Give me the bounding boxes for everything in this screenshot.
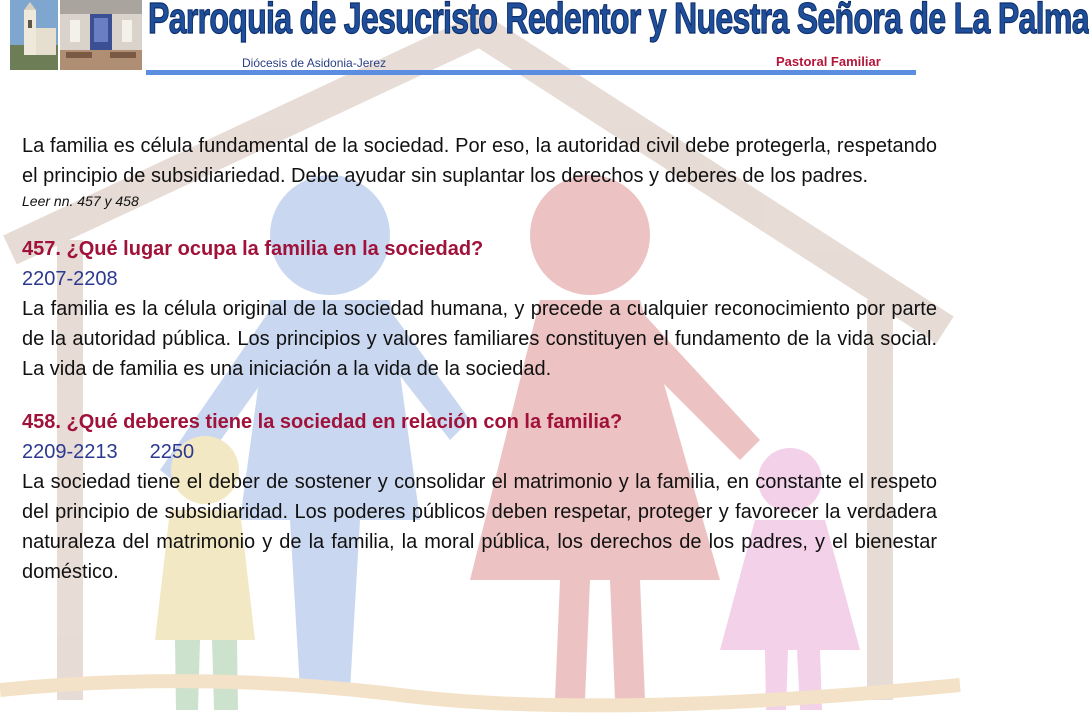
parish-title: Parroquia de Jesucristo Redentor y Nuestra Señora de La Palma xyxy=(148,0,1089,43)
answer-457: La familia es la célula original de la sociedad humana, y precede a cualquier reconocimiento por parte de la autoridad pública. Los principios y valores familiares constituyen el fundamento de la vida social. La vida de familia es una iniciación a la vida de la sociedad. xyxy=(22,298,937,380)
question-text: ¿Qué lugar ocupa la familia en la sociedad? xyxy=(66,238,484,260)
page-header xyxy=(0,0,1089,80)
reference-note: Leer nn. 457 y 458 xyxy=(22,193,139,209)
catechism-codes-458 xyxy=(22,437,937,467)
code-ref: 2209-2213 xyxy=(22,441,118,463)
church-exterior-photo xyxy=(10,0,58,70)
header-rule xyxy=(146,70,916,75)
code-ref: 2207-2208 xyxy=(22,268,118,290)
catechism-codes-457 xyxy=(22,264,937,294)
answer-458: La sociedad tiene el deber de sostener y consolidar el matrimonio y la familia, en constante el respeto del principio de subsidiaridad. Los poderes públicos deben respetar, proteger y favorecer la verdadera naturaleza del matrimonio y de la familia, la moral pública, los derechos de los padres, y el bienestar doméstico. xyxy=(22,471,937,583)
question-457 xyxy=(22,234,937,264)
intro-paragraph: La familia es célula fundamental de la sociedad. Por eso, la autoridad civil debe protegerla, respetando el principio de subsidiariedad. Debe ayudar sin suplantar los derechos y deberes de los padres. xyxy=(22,135,937,187)
question-number: 457. xyxy=(22,238,61,260)
diocese-label: Diócesis de Asidonia-Jerez xyxy=(242,56,387,70)
church-interior-photo xyxy=(60,0,142,70)
question-number: 458. xyxy=(22,411,61,433)
pastoral-label: Pastoral Familiar xyxy=(776,54,881,69)
code-ref: 2250 xyxy=(149,441,195,463)
document-body xyxy=(22,131,937,587)
question-458 xyxy=(22,407,937,437)
question-text: ¿Qué deberes tiene la sociedad en relación con la familia? xyxy=(66,411,623,433)
